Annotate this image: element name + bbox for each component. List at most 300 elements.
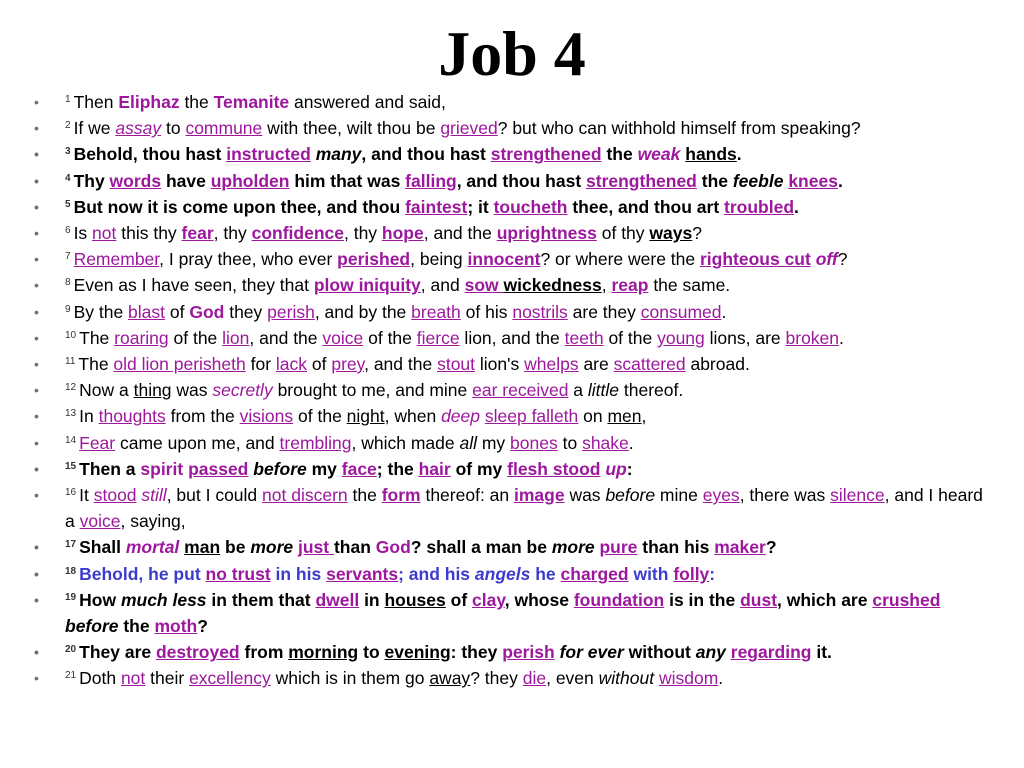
verse-text: the <box>347 485 382 506</box>
linked-word[interactable]: houses <box>384 589 446 610</box>
linked-word[interactable]: fierce <box>416 327 460 348</box>
verse-text: , which are <box>777 589 873 610</box>
bullet-icon: • <box>34 146 39 163</box>
linked-word[interactable]: stood <box>93 485 137 506</box>
highlighted-word: weak <box>637 144 681 165</box>
linked-word[interactable]: voice <box>322 327 364 348</box>
verse-text: for ever <box>559 642 624 663</box>
linked-word[interactable]: ear received <box>472 380 569 401</box>
verse-text: of the <box>168 327 223 348</box>
verse-text: of <box>307 354 332 375</box>
verse-number: 18 <box>65 565 77 577</box>
linked-word[interactable]: young <box>657 327 705 348</box>
verse-text: : <box>626 458 633 479</box>
linked-word[interactable]: sow <box>464 275 504 296</box>
linked-word[interactable]: plow iniquity <box>313 275 421 296</box>
verse-text: How <box>79 589 121 610</box>
verse-text: from the <box>165 406 240 427</box>
verse-text: be <box>220 537 251 558</box>
verse-number: 15 <box>65 460 77 472</box>
linked-word[interactable]: night <box>346 406 385 427</box>
linked-word[interactable]: fear <box>181 223 214 244</box>
linked-word[interactable]: sleep falleth <box>484 406 579 427</box>
linked-word[interactable]: image <box>514 485 565 506</box>
verse-number: 21 <box>65 670 77 682</box>
verse-text: lion's <box>475 354 525 375</box>
verse-text: Behold, he put <box>79 563 206 584</box>
linked-word[interactable]: dust <box>740 589 778 610</box>
verse-text: Thy <box>73 170 110 191</box>
linked-word[interactable]: perished <box>337 249 411 270</box>
linked-word[interactable]: crushed <box>872 589 941 610</box>
bullet-icon: • <box>34 565 39 582</box>
verse-text: to <box>358 642 385 663</box>
linked-word[interactable]: not <box>92 223 117 244</box>
verse-item <box>34 430 994 456</box>
verse-text: , thy <box>213 223 252 244</box>
verse-text: ? <box>197 616 208 637</box>
verse-text: They are <box>79 642 156 663</box>
verse-text: have <box>161 170 211 191</box>
verse-text: before <box>253 458 307 479</box>
bullet-icon: • <box>34 670 39 687</box>
verse-text: the <box>601 144 638 165</box>
linked-word[interactable]: servants <box>326 563 399 584</box>
verse-text: , and I heard a <box>65 485 983 532</box>
bullet-icon: • <box>34 591 39 608</box>
verse-text: which is in them go <box>270 668 430 689</box>
linked-word[interactable]: strengthened <box>490 144 602 165</box>
verse-text: they <box>224 301 268 322</box>
verse-text: thereof: an <box>420 485 514 506</box>
verse-text: Doth <box>79 668 121 689</box>
bullet-icon: • <box>34 303 39 320</box>
verse-text: from <box>239 642 289 663</box>
linked-word[interactable]: faintest <box>405 196 468 217</box>
verse-item <box>34 534 994 560</box>
verse-text: of <box>445 589 473 610</box>
verse-text: : <box>709 563 716 584</box>
verse-text: , I pray thee, who ever <box>159 249 338 270</box>
verse-text: , when <box>384 406 442 427</box>
verse-text: are <box>578 354 614 375</box>
verse-item <box>34 168 994 194</box>
verse-text: , and the <box>364 354 438 375</box>
bullet-icon: • <box>34 382 39 399</box>
verse-text: my <box>476 432 511 453</box>
verse-text: ? <box>837 249 848 270</box>
verse-text: their <box>145 668 190 689</box>
verse-text: , <box>641 406 647 427</box>
linked-word[interactable]: away <box>429 668 471 689</box>
verse-text: ; the <box>376 458 419 479</box>
linked-word[interactable]: ways <box>649 223 693 244</box>
linked-word[interactable]: hope <box>381 223 424 244</box>
verse-text: much less <box>120 589 207 610</box>
verse-text: . <box>736 144 742 165</box>
verse-number: 19 <box>65 591 77 603</box>
verse-item <box>34 403 994 429</box>
verse-text: But now it is come upon thee, and thou <box>73 196 406 217</box>
verse-text: , whose <box>504 589 574 610</box>
highlighted-word: up <box>605 458 627 479</box>
bullet-icon: • <box>34 225 39 242</box>
verse-number: 17 <box>65 539 77 551</box>
verse-text: Then a <box>79 458 141 479</box>
verse-text: , and thou hast <box>361 144 491 165</box>
bullet-icon: • <box>34 172 39 189</box>
verse-text: feeble <box>732 170 784 191</box>
verse-item <box>34 272 994 298</box>
verse-text: , and <box>420 275 465 296</box>
verse-text: the <box>696 170 733 191</box>
verse-text: . <box>721 301 727 322</box>
verse-text: in his <box>270 563 327 584</box>
verse-text: more <box>551 537 595 558</box>
linked-word[interactable]: silence <box>830 485 885 506</box>
linked-word[interactable]: destroyed <box>155 642 240 663</box>
linked-word[interactable]: nostrils <box>512 301 568 322</box>
verse-text: before <box>605 485 656 506</box>
bullet-icon: • <box>34 94 39 110</box>
linked-word[interactable]: Remember <box>73 249 160 270</box>
linked-word[interactable]: old lion perisheth <box>113 354 246 375</box>
verse-item <box>34 587 994 639</box>
highlighted-word: off <box>815 249 838 270</box>
verse-text: of the <box>293 406 347 427</box>
verse-item <box>34 325 994 351</box>
highlighted-word: God <box>189 301 225 322</box>
linked-word[interactable]: instructed <box>226 144 311 165</box>
verse-text: the same. <box>648 275 731 296</box>
linked-word[interactable]: man <box>184 537 221 558</box>
bullet-icon: • <box>34 356 39 373</box>
linked-word[interactable]: lion <box>222 327 250 348</box>
linked-word[interactable]: falling <box>405 170 457 191</box>
highlighted-word: mortal <box>125 537 180 558</box>
linked-word[interactable]: prey <box>331 354 365 375</box>
verse-text: all <box>459 432 477 453</box>
linked-word[interactable]: knees <box>788 170 838 191</box>
linked-word[interactable]: troubled <box>724 196 795 217</box>
verse-number: 10 <box>65 329 77 341</box>
linked-word[interactable]: folly <box>673 563 710 584</box>
highlighted-word: Eliphaz <box>118 92 180 112</box>
verse-text: was <box>564 485 606 506</box>
verse-text: By the <box>73 301 129 322</box>
verse-text: , and by the <box>314 301 412 322</box>
linked-word[interactable]: shake <box>582 432 629 453</box>
verse-text: ; and his <box>398 563 475 584</box>
linked-word[interactable]: hands <box>685 144 737 165</box>
verse-text: If we <box>73 118 116 139</box>
verse-text: of thy <box>596 223 650 244</box>
linked-word[interactable]: innocent <box>467 249 541 270</box>
linked-word[interactable]: men <box>607 406 642 427</box>
linked-word[interactable]: grieved <box>440 118 498 139</box>
verse-text: in <box>359 589 385 610</box>
linked-word[interactable]: lack <box>275 354 308 375</box>
linked-word[interactable]: just <box>297 537 334 558</box>
verse-number: 12 <box>65 382 77 394</box>
verse-text: a <box>568 380 588 401</box>
verse-text: brought to me, and mine <box>272 380 473 401</box>
verse-text: thereof. <box>619 380 684 401</box>
verse-text: with <box>628 563 674 584</box>
verse-text: answered and said, <box>289 92 446 112</box>
linked-word[interactable]: not discern <box>262 485 348 506</box>
linked-word[interactable]: regarding <box>730 642 812 663</box>
linked-word[interactable]: breath <box>411 301 461 322</box>
verse-text: , and the <box>423 223 497 244</box>
verse-text: , saying, <box>120 511 186 532</box>
linked-word[interactable]: clay <box>472 589 505 610</box>
verse-text: , thy <box>343 223 382 244</box>
verse-number: 5 <box>65 198 71 210</box>
verse-text: In <box>79 406 99 427</box>
verse-item <box>34 456 994 482</box>
verse-item <box>34 89 994 115</box>
verse-text: for <box>245 354 276 375</box>
verse-text: Even as I have seen, they that <box>73 275 314 296</box>
linked-word[interactable]: foundation <box>573 589 665 610</box>
verse-text: without <box>598 668 655 689</box>
verse-item <box>34 377 994 403</box>
bullet-icon: • <box>34 434 39 451</box>
verse-text: are they <box>567 301 641 322</box>
linked-word[interactable]: thoughts <box>98 406 166 427</box>
linked-word[interactable]: morning <box>288 642 359 663</box>
bullet-icon: • <box>34 460 39 477</box>
verse-item <box>34 220 994 246</box>
bullet-icon: • <box>34 408 39 425</box>
verse-text: of the <box>603 327 658 348</box>
linked-word[interactable]: dwell <box>315 589 360 610</box>
bullet-icon: • <box>34 277 39 294</box>
bullet-icon: • <box>34 251 39 268</box>
verse-text: Then <box>73 92 119 112</box>
verse-text: . <box>794 196 799 217</box>
linked-word[interactable]: face <box>341 458 377 479</box>
verse-text: ? but who can withhold himself from speaking? <box>497 118 861 139</box>
verse-text: It <box>79 485 94 506</box>
verse-text: to <box>161 118 186 139</box>
linked-word[interactable]: words <box>109 170 162 191</box>
verse-number: 16 <box>65 487 77 499</box>
linked-word[interactable]: excellency <box>189 668 271 689</box>
verse-number: 14 <box>65 434 77 446</box>
bullet-icon: • <box>34 644 39 661</box>
verse-text: ? <box>692 223 702 244</box>
verse-text: little <box>587 380 620 401</box>
verse-text: , and thou hast <box>456 170 587 191</box>
verse-text: ? <box>765 537 777 558</box>
verse-item <box>34 561 994 587</box>
linked-word[interactable]: perish <box>502 642 555 663</box>
verse-text: lions, are <box>704 327 786 348</box>
linked-word[interactable]: toucheth <box>493 196 568 217</box>
bullet-icon: • <box>34 487 39 504</box>
verse-text: before <box>65 616 119 637</box>
linked-word[interactable]: assay <box>115 118 162 139</box>
verse-text: than <box>333 537 376 558</box>
verse-text: , but I could <box>166 485 263 506</box>
verse-text: the <box>118 616 155 637</box>
verse-text: without <box>623 642 696 663</box>
verse-text: Shall <box>79 537 126 558</box>
verse-number: 7 <box>65 251 71 263</box>
linked-word[interactable]: hair <box>418 458 451 479</box>
verse-text: angels <box>474 563 531 584</box>
verse-item <box>34 351 994 377</box>
linked-word[interactable]: consumed <box>640 301 722 322</box>
verse-text: , there was <box>739 485 831 506</box>
verse-text: ? shall a man be <box>410 537 552 558</box>
verse-text: this thy <box>116 223 182 244</box>
verse-text: him that was <box>289 170 406 191</box>
verse-text: on <box>578 406 608 427</box>
verse-item <box>34 194 994 220</box>
bullet-icon: • <box>34 120 39 137</box>
verse-number: 1 <box>65 94 71 105</box>
verse-text: abroad. <box>685 354 750 375</box>
verse-text: than his <box>637 537 715 558</box>
verse-text: it. <box>811 642 832 663</box>
verse-item <box>34 482 994 534</box>
verse-text: , <box>601 275 612 296</box>
verse-list <box>34 89 994 692</box>
linked-word[interactable]: roaring <box>114 327 169 348</box>
verse-text: , which made <box>351 432 460 453</box>
verse-item <box>34 246 994 272</box>
verse-text: Behold, thou hast <box>73 144 227 165</box>
verse-text: the <box>179 92 214 112</box>
verse-text: . <box>839 327 844 348</box>
linked-word[interactable]: thing <box>133 380 172 401</box>
bullet-icon: • <box>34 539 39 556</box>
verse-text: of the <box>363 327 417 348</box>
verse-text: Now a <box>79 380 134 401</box>
verse-text: is in the <box>664 589 741 610</box>
linked-word[interactable]: maker <box>714 537 766 558</box>
verse-item <box>34 141 994 167</box>
verse-text: of <box>165 301 190 322</box>
linked-word[interactable]: pure <box>599 537 638 558</box>
verse-text: ? they <box>470 668 523 689</box>
highlighted-word: God <box>375 537 411 558</box>
linked-word[interactable]: wisdom <box>658 668 719 689</box>
verse-item <box>34 665 994 691</box>
linked-word[interactable]: no trust <box>205 563 271 584</box>
verse-text: ? or where were the <box>540 249 700 270</box>
verse-item <box>34 115 994 141</box>
page-title: Job 4 <box>438 18 586 89</box>
verse-text: mine <box>655 485 703 506</box>
verse-text: . <box>837 170 843 191</box>
verse-text: , and the <box>249 327 323 348</box>
linked-word[interactable]: not <box>120 668 146 689</box>
verse-text: . <box>628 432 634 453</box>
verse-number: 11 <box>65 356 76 368</box>
verse-number: 20 <box>65 644 77 656</box>
verse-number: 9 <box>65 303 71 315</box>
linked-word[interactable]: charged <box>560 563 629 584</box>
linked-word[interactable]: confidence <box>251 223 344 244</box>
linked-word[interactable]: upholden <box>210 170 290 191</box>
verse-number: 2 <box>65 120 71 132</box>
verse-number: 4 <box>65 172 71 184</box>
linked-word[interactable]: form <box>381 485 421 506</box>
linked-word[interactable]: scattered <box>613 354 686 375</box>
bullet-icon: • <box>34 198 39 215</box>
verse-text: many <box>315 144 362 165</box>
bullet-icon: • <box>34 329 39 346</box>
verse-text: : they <box>450 642 503 663</box>
verse-text: The <box>79 327 115 348</box>
verse-text: of his <box>460 301 513 322</box>
linked-word[interactable]: visions <box>239 406 294 427</box>
linked-word[interactable]: uprightness <box>496 223 597 244</box>
highlighted-word: still <box>141 485 167 506</box>
linked-word[interactable]: flesh stood <box>507 458 601 479</box>
linked-word[interactable]: teeth <box>564 327 604 348</box>
linked-word[interactable]: blast <box>128 301 166 322</box>
verse-number: 3 <box>65 146 71 158</box>
linked-word[interactable]: perish <box>267 301 315 322</box>
linked-word[interactable]: wickedness <box>503 275 602 296</box>
linked-word[interactable]: Fear <box>79 432 116 453</box>
linked-word[interactable]: commune <box>185 118 263 139</box>
verse-text: any <box>695 642 726 663</box>
linked-word[interactable]: eyes <box>702 485 740 506</box>
verse-text: of my <box>450 458 508 479</box>
verse-number: 6 <box>65 225 71 237</box>
verse-text: lion, and the <box>459 327 565 348</box>
verse-item <box>34 639 994 665</box>
highlighted-word: Temanite <box>213 92 290 112</box>
verse-item <box>34 299 994 325</box>
linked-word[interactable]: evening <box>384 642 451 663</box>
linked-word[interactable]: strengthened <box>586 170 697 191</box>
linked-word[interactable]: whelps <box>524 354 579 375</box>
verse-text: to <box>557 432 583 453</box>
linked-word[interactable]: righteous cut <box>699 249 811 270</box>
verse-text: thee, and thou art <box>567 196 725 217</box>
linked-word[interactable]: voice <box>79 511 121 532</box>
linked-word[interactable]: trembling <box>279 432 352 453</box>
verse-text: , being <box>410 249 468 270</box>
verse-text: was <box>171 380 213 401</box>
verse-text: . <box>718 668 724 689</box>
highlighted-word: spirit <box>140 458 184 479</box>
verse-text: came upon me, and <box>115 432 280 453</box>
verse-text: , even <box>546 668 599 689</box>
linked-word[interactable]: broken <box>785 327 840 348</box>
verse-text: he <box>530 563 561 584</box>
linked-word[interactable]: stout <box>437 354 476 375</box>
verse-text: in them that <box>206 589 316 610</box>
linked-word[interactable]: moth <box>154 616 198 637</box>
highlighted-word: secretly <box>212 380 273 401</box>
verse-text: with thee, wilt thou be <box>262 118 441 139</box>
linked-word[interactable]: reap <box>611 275 649 296</box>
verse-text: Is <box>73 223 93 244</box>
verse-text: ; it <box>467 196 494 217</box>
linked-word[interactable]: die <box>522 668 547 689</box>
linked-word[interactable]: passed <box>188 458 249 479</box>
verse-number: 13 <box>65 408 77 420</box>
linked-word[interactable]: bones <box>510 432 558 453</box>
